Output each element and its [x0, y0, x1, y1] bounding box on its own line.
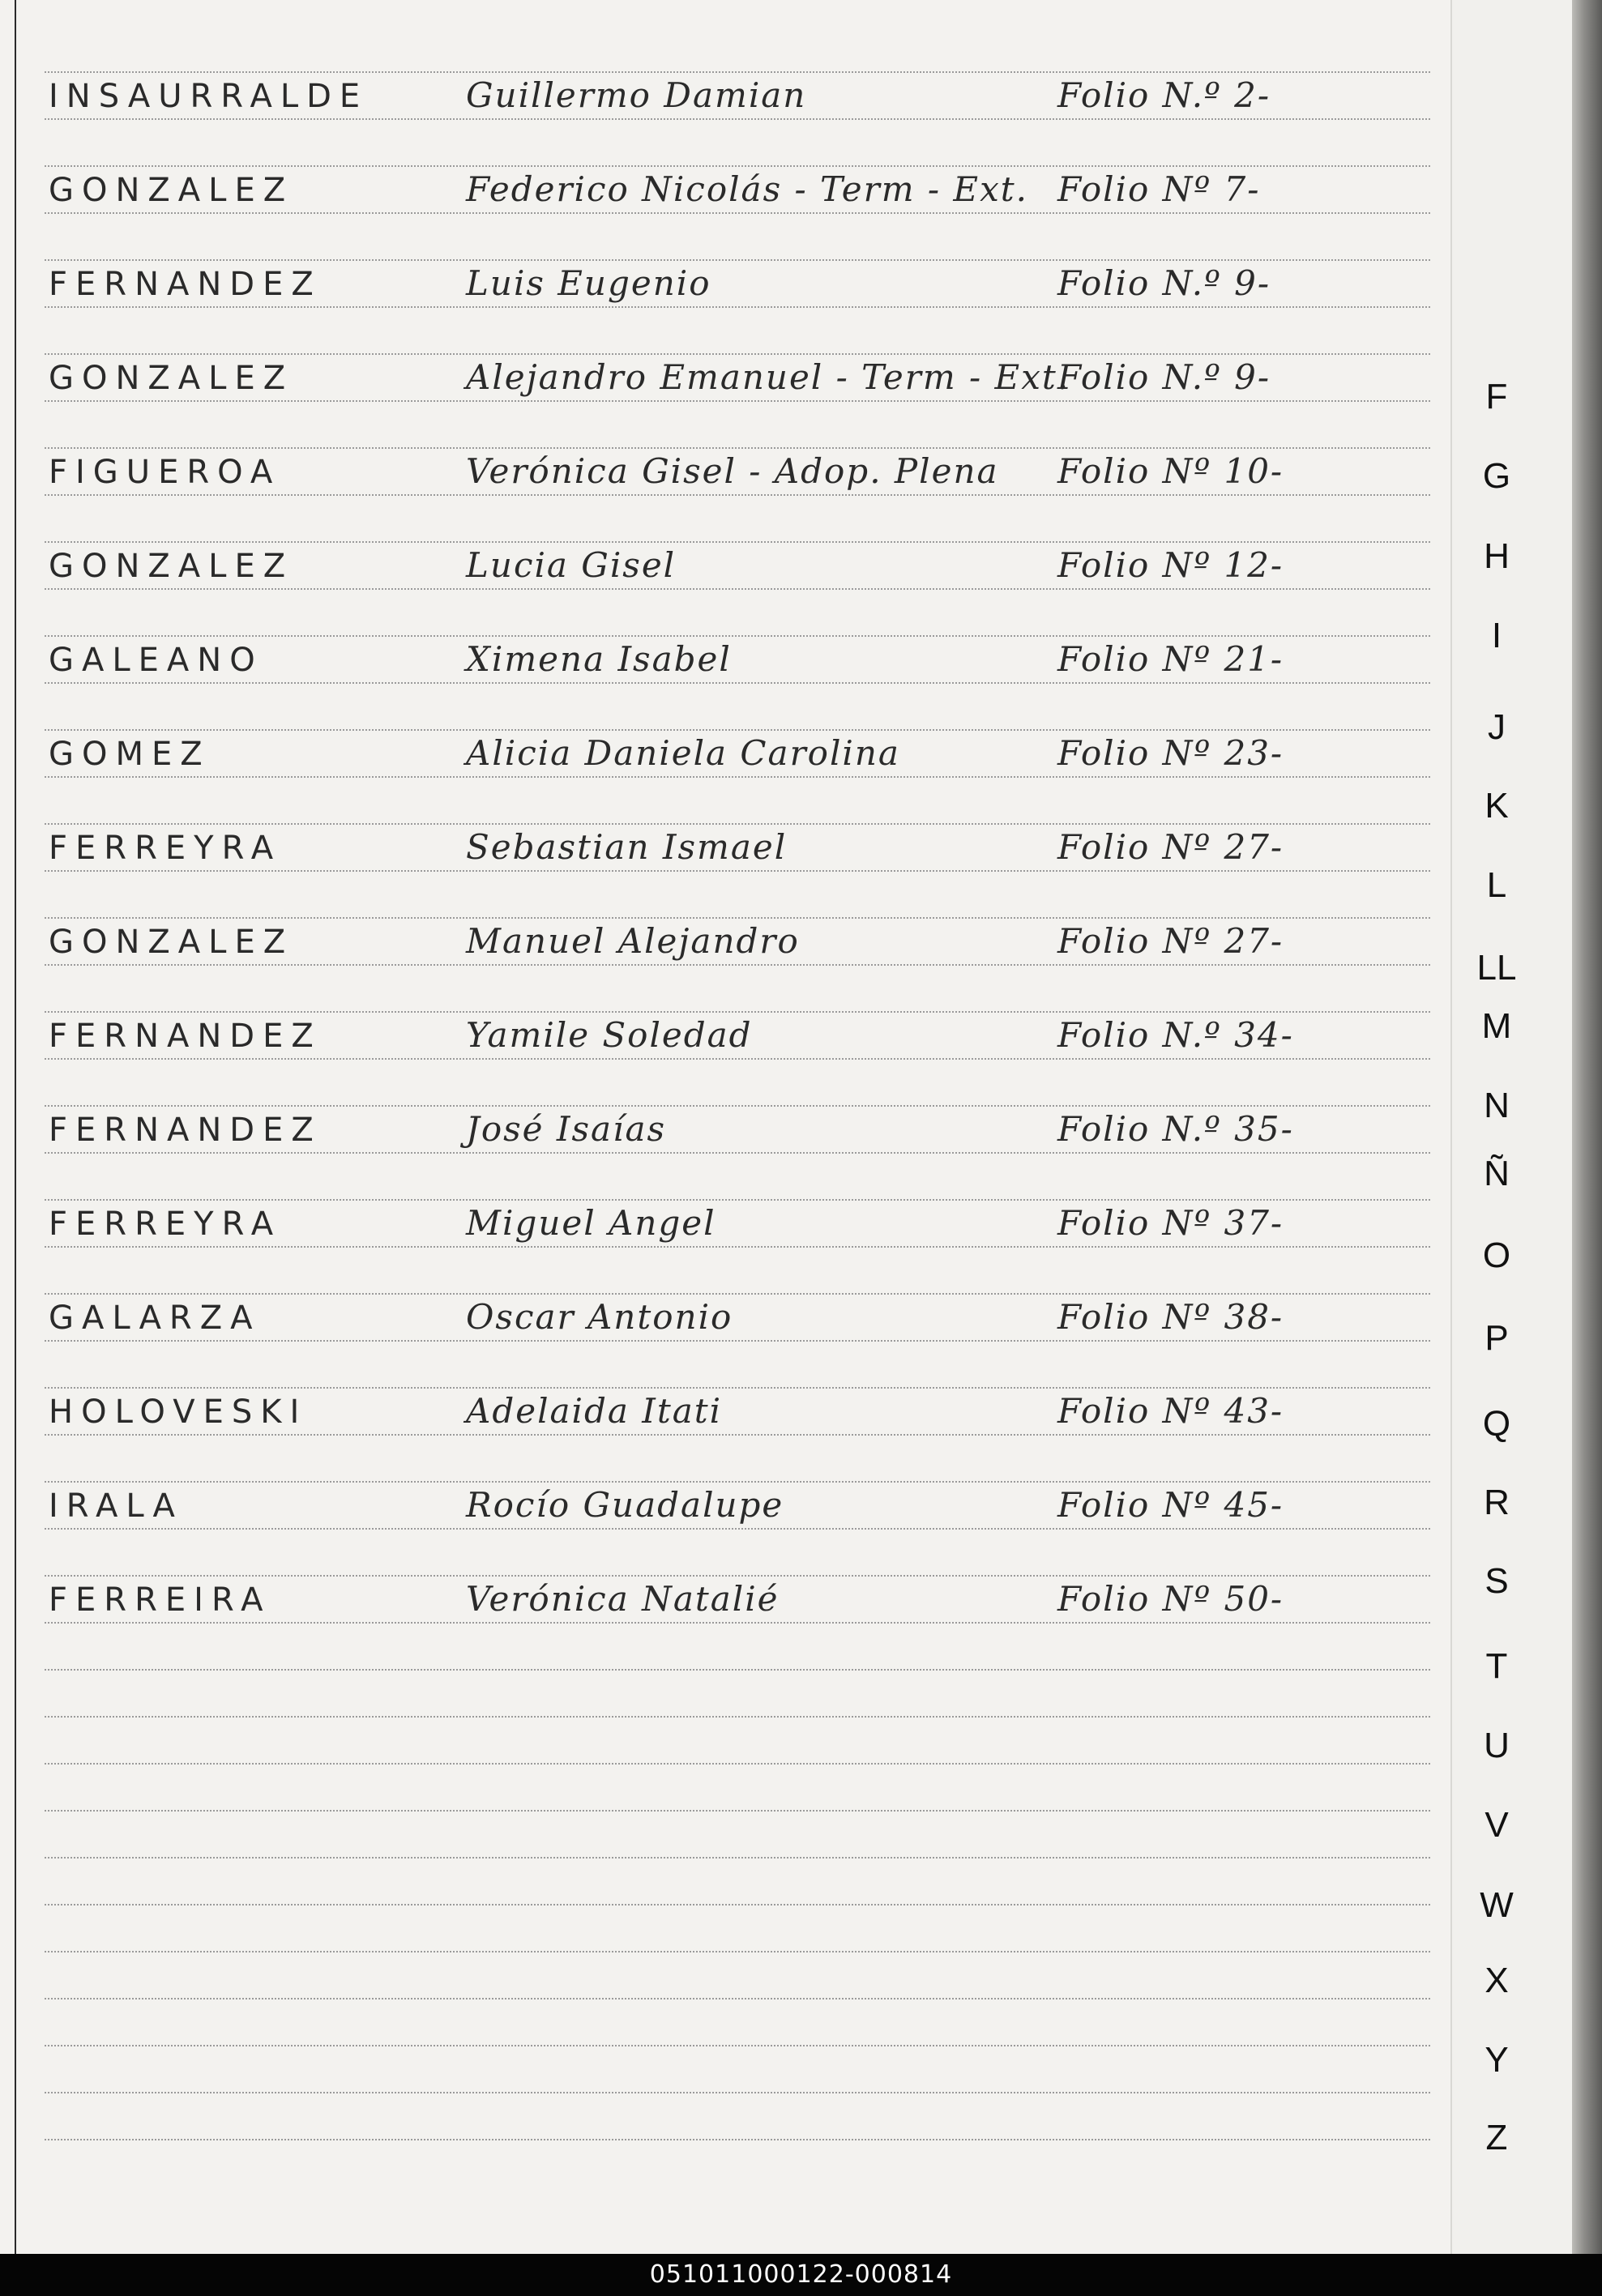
- index-tab[interactable]: V: [1485, 1805, 1509, 1845]
- folio-number: Folio Nº 45-: [1057, 1485, 1284, 1525]
- surname: GONZALEZ: [49, 548, 294, 585]
- folio-number: Folio N.º 2-: [1057, 75, 1271, 115]
- given-name: Verónica Natalié: [466, 1579, 780, 1619]
- index-tab[interactable]: J: [1488, 707, 1506, 747]
- surname: INSAURRALDE: [49, 78, 369, 115]
- index-tab[interactable]: W: [1480, 1885, 1514, 1925]
- index-tab[interactable]: I: [1491, 616, 1502, 655]
- index-tab[interactable]: Z: [1485, 2118, 1508, 2157]
- ruled-line: [45, 1763, 1430, 1765]
- folio-number: Folio Nº 21-: [1057, 639, 1284, 679]
- list-item: [45, 1193, 1430, 1257]
- given-name: Luis Eugenio: [466, 263, 711, 303]
- index-tab[interactable]: G: [1482, 456, 1511, 496]
- index-tab[interactable]: F: [1485, 377, 1508, 416]
- folio-number: Folio Nº 27-: [1057, 827, 1284, 867]
- given-name: Ximena Isabel: [466, 639, 732, 679]
- list-item: [45, 159, 1430, 224]
- folio-number: Folio Nº 50-: [1057, 1579, 1284, 1619]
- folio-number: Folio Nº 38-: [1057, 1297, 1284, 1337]
- ruled-line: [45, 1669, 1430, 1671]
- given-name: José Isaías: [466, 1109, 667, 1149]
- index-tab[interactable]: U: [1484, 1726, 1510, 1765]
- document-id: 051011000122-000814: [649, 2260, 953, 2289]
- folio-number: Folio Nº 23-: [1057, 733, 1284, 773]
- list-item: [45, 723, 1430, 787]
- given-name: Alicia Daniela Carolina: [466, 733, 900, 773]
- given-name: Guillermo Damian: [466, 75, 807, 115]
- given-name: Sebastian Ismael: [466, 827, 788, 867]
- ruled-line: [45, 2139, 1430, 2140]
- ruled-line: [45, 2092, 1430, 2093]
- folio-number: Folio Nº 37-: [1057, 1203, 1284, 1243]
- footer-bar: [0, 2254, 1602, 2296]
- index-tab[interactable]: S: [1485, 1561, 1509, 1601]
- margin-line: [15, 0, 16, 2254]
- given-name: Rocío Guadalupe: [466, 1485, 784, 1525]
- surname: GOMEZ: [49, 736, 211, 773]
- given-name: Alejandro Emanuel - Term - Ext.: [466, 357, 1070, 397]
- given-name: Manuel Alejandro: [466, 921, 800, 961]
- index-tab[interactable]: M: [1481, 1006, 1512, 1046]
- surname: GALARZA: [49, 1300, 261, 1337]
- list-item: [45, 629, 1430, 693]
- folio-number: Folio Nº 12-: [1057, 545, 1284, 585]
- given-name: Adelaida Itati: [466, 1391, 723, 1431]
- list-item: [45, 911, 1430, 975]
- ruled-line: [45, 1810, 1430, 1812]
- surname: GONZALEZ: [49, 172, 294, 209]
- list-item: [45, 1568, 1430, 1633]
- index-tab[interactable]: K: [1485, 786, 1509, 826]
- index-tab[interactable]: N: [1484, 1086, 1510, 1125]
- ruled-line: [45, 2045, 1430, 2046]
- ruled-line: [45, 1716, 1430, 1718]
- surname: FERREIRA: [49, 1581, 271, 1619]
- surname: FERREYRA: [49, 830, 282, 867]
- given-name: Miguel Angel: [466, 1203, 716, 1243]
- surname: FERNANDEZ: [49, 1018, 322, 1055]
- index-tab[interactable]: LL: [1476, 948, 1517, 988]
- surname: HOLOVESKI: [49, 1393, 308, 1431]
- index-tab[interactable]: T: [1485, 1646, 1508, 1686]
- surname: FERNANDEZ: [49, 266, 322, 303]
- given-name: Oscar Antonio: [466, 1297, 733, 1337]
- index-tab[interactable]: R: [1484, 1483, 1510, 1522]
- list-item: [45, 1287, 1430, 1351]
- ruled-line: [45, 1951, 1430, 1952]
- list-item: [45, 817, 1430, 881]
- book-edge: [1572, 0, 1602, 2254]
- list-item: [45, 65, 1430, 130]
- folio-number: Folio N.º 9-: [1057, 263, 1271, 303]
- surname: IRALA: [49, 1487, 183, 1525]
- surname: GONZALEZ: [49, 924, 294, 961]
- list-item: [45, 1474, 1430, 1539]
- ruled-line: [45, 1998, 1430, 1999]
- surname: GONZALEZ: [49, 360, 294, 397]
- list-item: [45, 347, 1430, 412]
- index-tab[interactable]: Ñ: [1484, 1154, 1510, 1193]
- surname: FERREYRA: [49, 1206, 282, 1243]
- folio-number: Folio N.º 35-: [1057, 1109, 1294, 1149]
- given-name: Federico Nicolás - Term - Ext.: [466, 169, 1028, 209]
- index-tab[interactable]: Q: [1482, 1404, 1511, 1444]
- folio-number: Folio Nº 43-: [1057, 1391, 1284, 1431]
- surname: FIGUEROA: [49, 454, 281, 491]
- surname: FERNANDEZ: [49, 1112, 322, 1149]
- list-item: [45, 1099, 1430, 1163]
- folio-number: Folio N.º 34-: [1057, 1015, 1294, 1055]
- list-item: [45, 535, 1430, 600]
- alphabet-index-tabs: [1450, 0, 1574, 2254]
- folio-number: Folio Nº 10-: [1057, 451, 1284, 491]
- index-tab[interactable]: H: [1484, 536, 1510, 576]
- given-name: Yamile Soledad: [466, 1015, 753, 1055]
- list-item: [45, 1381, 1430, 1445]
- index-tab[interactable]: X: [1485, 1961, 1509, 2000]
- index-tab[interactable]: P: [1485, 1318, 1509, 1358]
- surname: GALEANO: [49, 642, 263, 679]
- index-tab[interactable]: O: [1482, 1235, 1511, 1275]
- given-name: Lucia Gisel: [466, 545, 677, 585]
- folio-number: Folio Nº 27-: [1057, 921, 1284, 961]
- list-item: [45, 441, 1430, 506]
- list-item: [45, 1005, 1430, 1069]
- ruled-line: [45, 1904, 1430, 1906]
- given-name: Verónica Gisel - Adop. Plena: [466, 451, 999, 491]
- list-item: [45, 253, 1430, 318]
- index-tab[interactable]: Y: [1485, 2040, 1509, 2080]
- index-tab[interactable]: L: [1486, 865, 1507, 905]
- folio-number: Folio N.º 9-: [1057, 357, 1271, 397]
- ruled-line: [45, 1857, 1430, 1859]
- folio-number: Folio Nº 7-: [1057, 169, 1261, 209]
